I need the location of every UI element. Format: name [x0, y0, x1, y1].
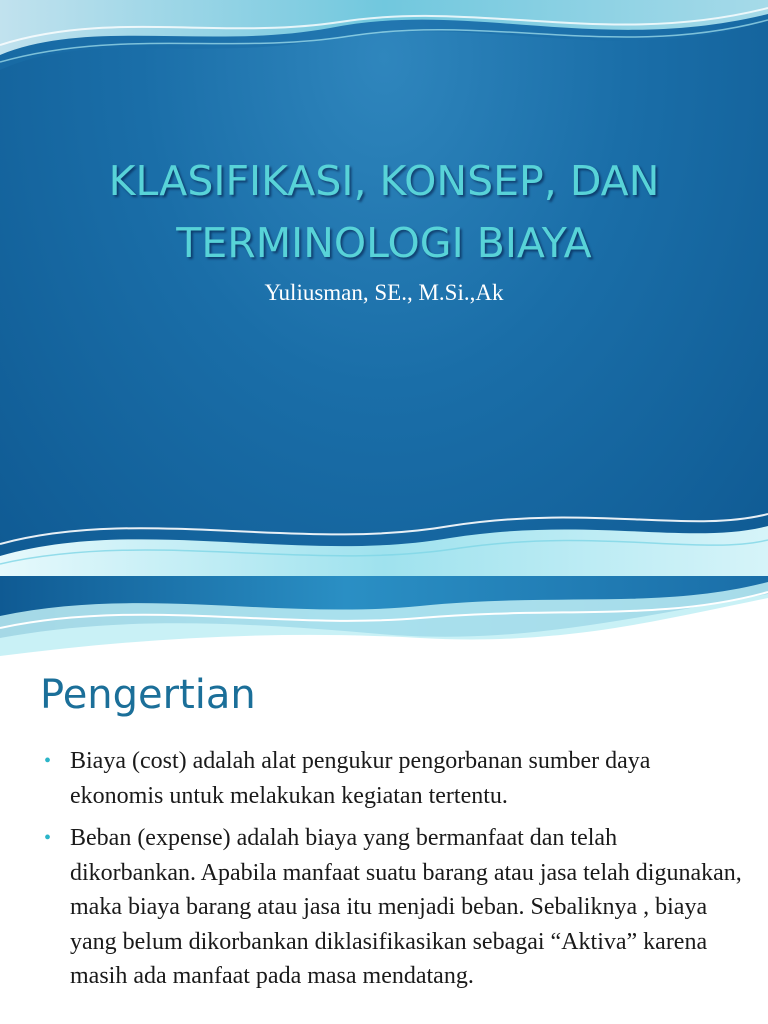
list-item [44, 744, 744, 813]
bottom-wave-decoration [0, 486, 768, 576]
slide-heading: Pengertian [40, 672, 256, 718]
title-line-1: KLASIFIKASI, KONSEP, DAN [108, 157, 660, 205]
bullet-icon: • [44, 750, 52, 772]
bullet-text: Biaya (cost) adalah alat pengukur pengorbanan sumber daya ekonomis untuk melakukan kegiatan tertentu. [70, 748, 651, 809]
list-item [44, 821, 744, 994]
title-block [40, 150, 728, 306]
bullet-list [44, 744, 744, 1002]
title-line-2: TERMINOLOGI BIAYA [176, 219, 592, 267]
bullet-icon: • [44, 827, 52, 849]
header-wave-decoration [0, 576, 768, 656]
author-name: Yuliusman, SE., M.Si.,Ak [264, 280, 504, 305]
content-slide [0, 576, 768, 1024]
top-wave-decoration [0, 0, 768, 90]
presentation-title [40, 150, 728, 274]
bullet-text: Beban (expense) adalah biaya yang bermanfaat dan telah dikorbankan. Apabila manfaat suatu barang atau jasa telah digunakan, maka biaya barang atau jasa itu menjadi beban. Sebaliknya , biaya yang belum dikorbankan diklasifikasikan sebagai “Aktiva” karena masih ada manfaat pada masa mendatang. [70, 825, 742, 989]
